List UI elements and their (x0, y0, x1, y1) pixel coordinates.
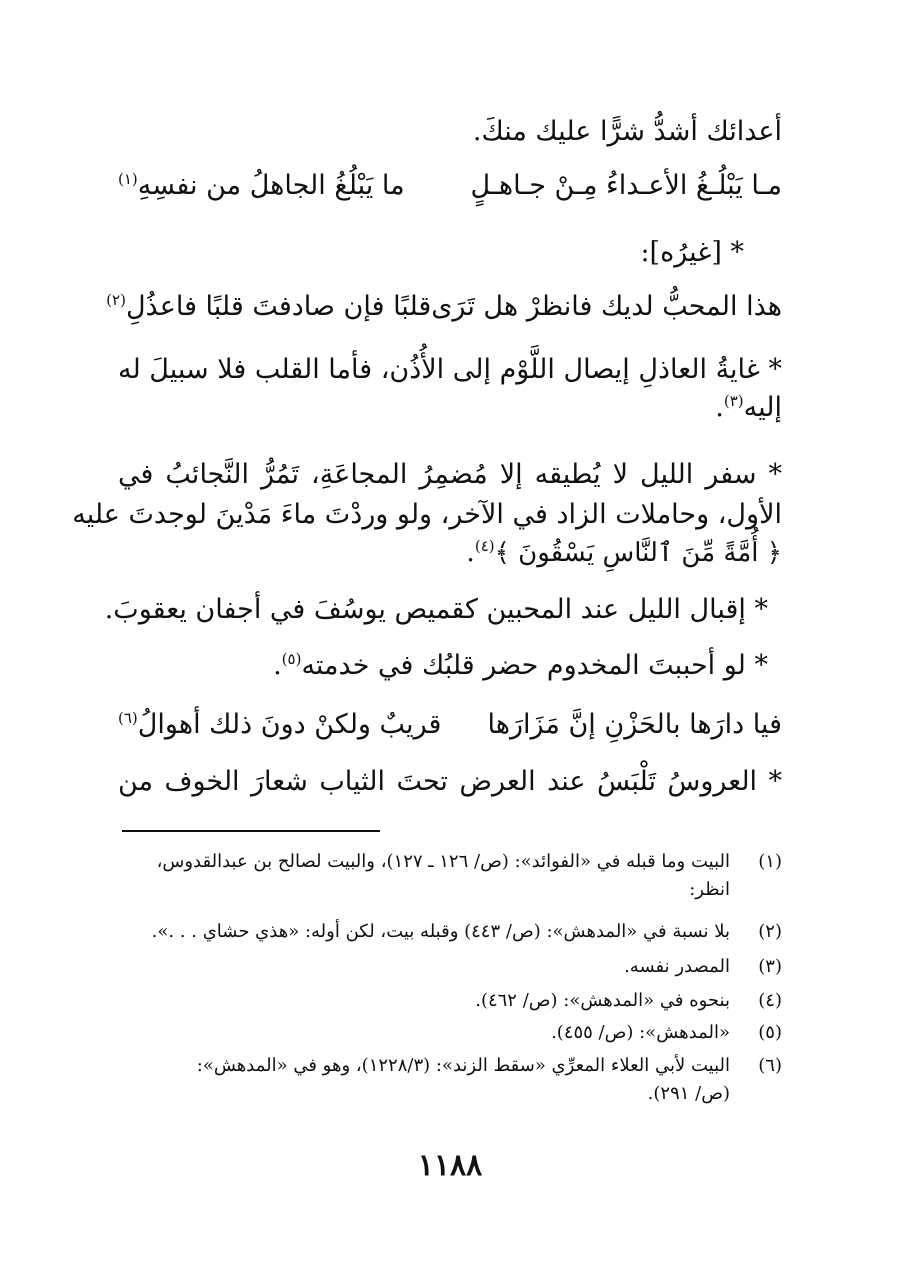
footnote-number: (٤) (758, 990, 782, 1011)
footnote-ref-5: (٥) (281, 650, 302, 668)
footnote-text: البيت لأبي العلاء المعرِّي «سقط الزند»: (١٢٢٨/٣)، وهو في «المدهش»: (196, 1055, 730, 1076)
text-line-11: * لو أحببتَ المخدوم حضر قلبُك في خدمته$^{(٥)}$. (273, 650, 768, 681)
footnote-number: (٣) (758, 956, 782, 977)
verse-1-hemistich-2: ما يَبْلُغُ الجاهلُ من نفسِهِ$^{(١)}$ (118, 170, 405, 201)
verse-2-hemistich-2: قلبًا فإن صادفتَ قلبًا فاعذُلِ$^{(٢)}$ (106, 291, 432, 322)
verse-3-hemistich-2: قريبٌ ولكنْ دونَ ذلك أهوالُ$^{(٦)}$ (118, 709, 442, 740)
footnote-number: (٢) (758, 921, 782, 942)
verse-3-hemistich-1: فيا دارَها بالحَزْنِ إنَّ مَزَارَها (487, 709, 782, 740)
footnote-number: (٦) (758, 1055, 782, 1076)
quran-quote: ﴿ أُمَّةً مِّنَ ٱلنَّاسِ يَسْقُونَ ﴾ (494, 538, 782, 568)
verse-3 (118, 705, 782, 745)
footnote-separator (122, 830, 380, 832)
footnote-text-cont: (ص/ ٢٩١). (647, 1083, 730, 1104)
footnote-text: المصدر نفسه. (624, 956, 730, 977)
verse-1-hemistich-1: مـا يَبْلُـغُ الأعـداءُ مِـنْ جـاهـلٍ (470, 170, 782, 201)
text-line-9: ﴿ أُمَّةً مِّنَ ٱلنَّاسِ يَسْقُونَ ﴾$^{(٤)}$. (466, 537, 782, 568)
text-line-8: الأول، وحاملات الزاد في الآخر، ولو وردْتَ ماءَ مَدْينَ لوجدتَ عليه (72, 499, 782, 530)
text-line-3: * [غيرُه]: (640, 237, 744, 268)
text-line-10: * إقبال الليل عند المحبين كقميص يوسُفَ في أجفان يعقوبَ. (104, 594, 768, 625)
footnote-text: بلا نسبة في «المدهش»: (ص/ ٤٤٣) وقبله بيت، لكن أوله: «هذي حشاي . . .». (151, 921, 730, 942)
text-line-13: * العروسُ تَلْبَسُ عند العرض تحتَ الثياب شعارَ الخوف من (118, 766, 782, 797)
footnote-ref-4: (٤) (474, 537, 495, 555)
footnote-ref-1: (١) (118, 170, 138, 188)
text-line-7: * سفر الليل لا يُطيقه إلا مُضمِرُ المجاعَةِ، تَمُرُّ النَّجائبُ في (118, 459, 782, 490)
footnote-text: بنحوه في «المدهش»: (ص/ ٤٦٢). (475, 990, 730, 1011)
footnote-text-cont: انظر: (689, 879, 730, 900)
footnote-text: البيت وما قبله في «الفوائد»: (ص/ ١٢٦ ـ ١٢٧)، والبيت لصالح بن عبدالقدوس، (156, 851, 730, 872)
text-line-1: أعدائك أشدُّ شرًّا عليك منكَ. (472, 116, 782, 147)
text-line-6: إليه$^{(٣)}$. (715, 392, 782, 423)
text-line-5: * غايةُ العاذلِ إيصال اللَّوْم إلى الأُذُن، فأما القلب فلا سبيلَ له (118, 354, 782, 385)
page-number: ١١٨٨ (417, 1148, 483, 1183)
footnote-ref-6: (٦) (118, 709, 138, 727)
verse-2 (106, 287, 782, 327)
footnote-ref-2: (٢) (106, 291, 126, 309)
footnote-number: (١) (758, 851, 782, 872)
footnote-ref-3: (٣) (723, 392, 744, 410)
footnote-text: «المدهش»: (ص/ ٤٥٥). (551, 1022, 730, 1043)
footnote-number: (٥) (758, 1022, 782, 1043)
verse-2-hemistich-1: هذا المحبُّ لديك فانظرْ هل تَرَى (431, 291, 782, 322)
verse-1 (118, 166, 782, 206)
